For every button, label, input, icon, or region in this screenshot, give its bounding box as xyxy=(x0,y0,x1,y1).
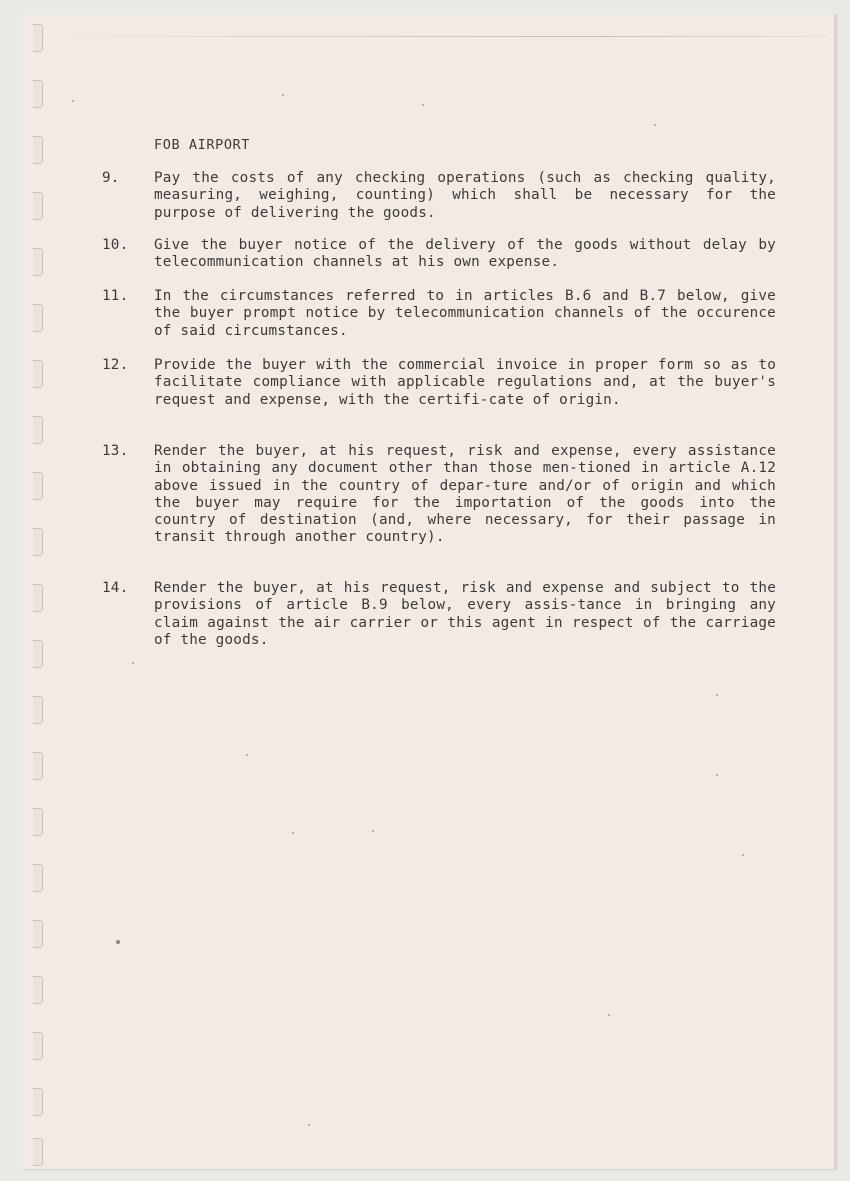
clause-number: 11. xyxy=(102,288,129,304)
clause-text: Provide the buyer with the commercial invoice in proper form so as to facilitate compliance with applicable regulations and, at the buyer's request and expense, with the certifi-cate of origin. xyxy=(154,357,776,408)
clause-item xyxy=(102,443,802,547)
clause-text: Give the buyer notice of the delivery of the goods without delay by telecommunication channels at his own expense. xyxy=(154,237,776,271)
clause-text: Pay the costs of any checking operations (such as checking quality, measuring, weighing, counting) which shall be necessary for the purpose of delivering the goods. xyxy=(154,170,776,221)
document-content xyxy=(22,14,836,1169)
clause-text: Render the buyer, at his request, risk and expense and subject to the provisions of article B.9 below, every assis-tance in bringing any claim against the air carrier or this agent in respect of the carriage of the goods. xyxy=(154,580,776,648)
clause-text: Render the buyer, at his request, risk and expense, every assistance in obtaining any document other than those men-tioned in article A.12 above issued in the country of depar-ture and/or of origin and which the buyer may require for the importation of the goods into the country of destination (and, where necessary, for their passage in transit through another country). xyxy=(154,443,776,546)
clause-item xyxy=(102,357,802,409)
clause-item xyxy=(102,580,802,649)
clause-number: 12. xyxy=(102,357,129,373)
clause-number: 9. xyxy=(102,170,120,186)
clause-number: 10. xyxy=(102,237,129,253)
clause-text: In the circumstances referred to in articles B.6 and B.7 below, give the buyer prompt notice by telecommunication channels of the occurence of said circumstances. xyxy=(154,288,776,339)
document-page xyxy=(22,14,836,1169)
page-heading: FOB AIRPORT xyxy=(154,137,251,153)
clause-number: 14. xyxy=(102,580,129,596)
clause-item xyxy=(102,288,802,340)
clause-number: 13. xyxy=(102,443,129,459)
clause-item xyxy=(102,237,802,272)
clause-item xyxy=(102,170,802,222)
